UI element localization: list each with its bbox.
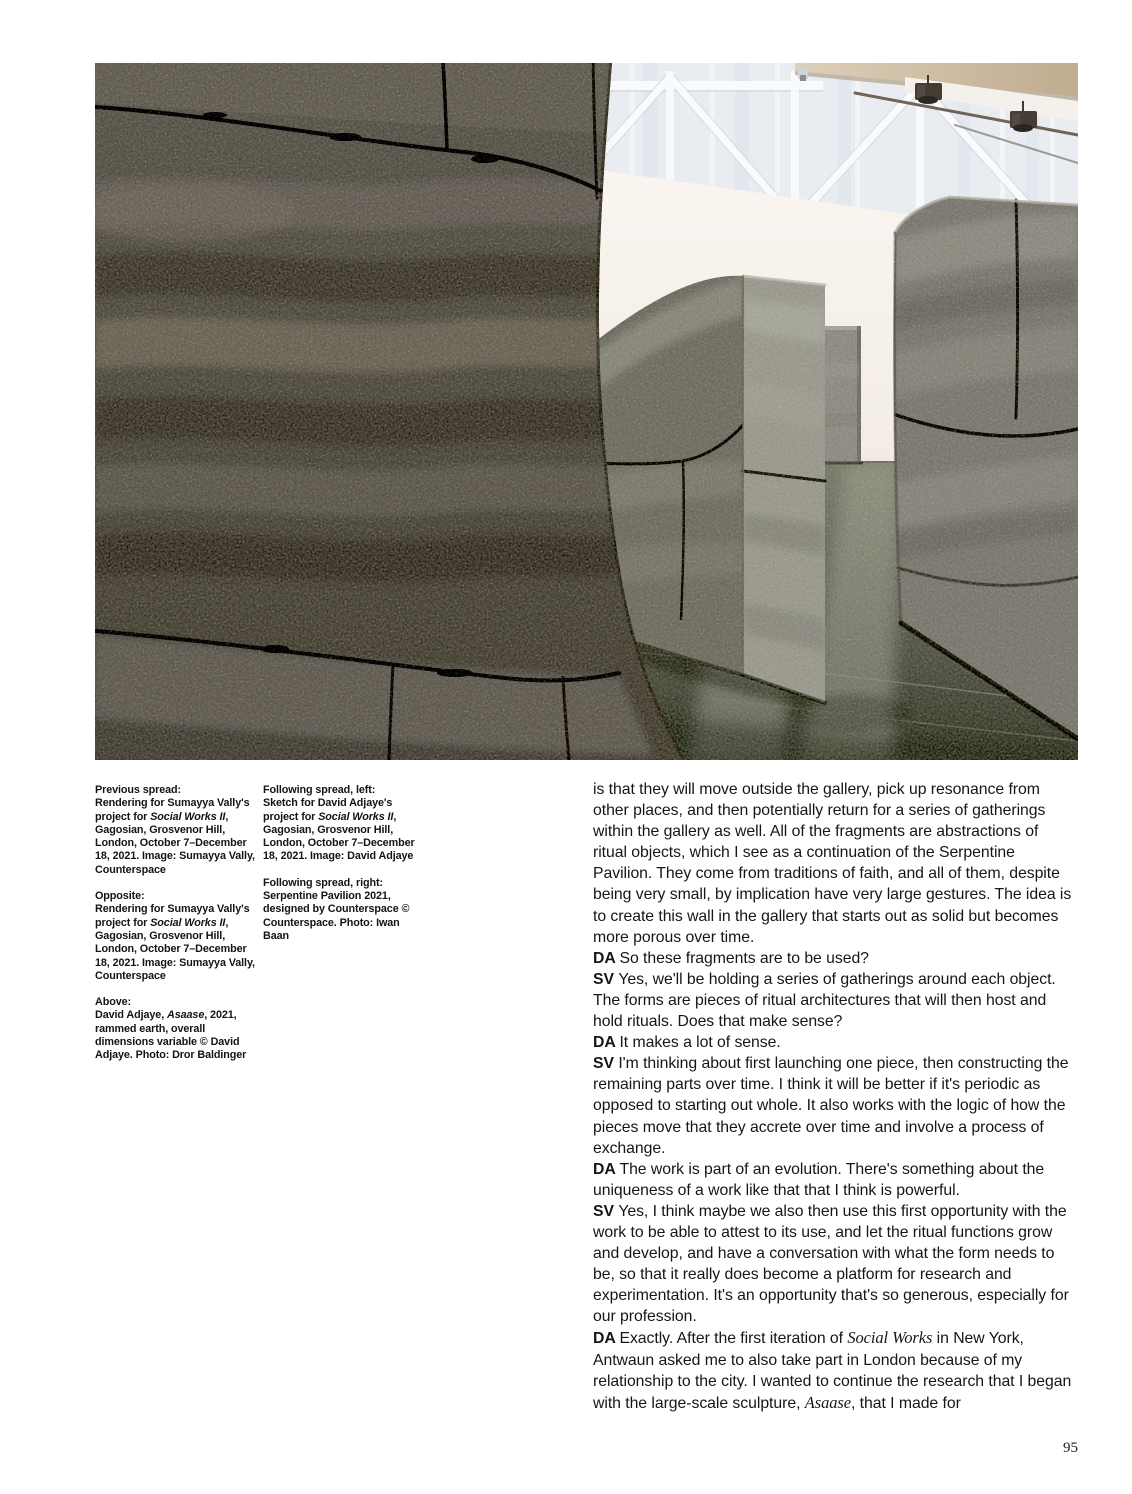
caption-column-right: [263, 784, 423, 956]
interview-turn: DA Exactly. After the first iteration of Social Works in New York, Antwaun asked me to also take part in London because of my relationship to the city. I wanted to continue the research that I began with the large-scale sculpture, Asaase, that I made for: [593, 1328, 1072, 1412]
caption-block: Previous spread: Rendering for Sumayya Vally's project for Social Works II, Gagosian, Grosvenor Hill, London, October 7–December 18, 2021. Image: Sumayya Vally, Counterspace: [95, 784, 255, 876]
installation-photo-rendering: [95, 63, 1078, 760]
interview-turn: DA So these fragments are to be used?: [593, 949, 869, 967]
caption-label: Following spread, left:: [263, 784, 376, 796]
caption-block: Following spread, right: Serpentine Pavilion 2021, designed by Counterspace © Counterspace. Photo: Iwan Baan: [263, 877, 423, 943]
page-number: 95: [1063, 1440, 1078, 1456]
interview-turn: SV Yes, I think maybe we also then use this first opportunity with the work to be able to attest to its use, and let the ritual functions grow and develop, and have a conversation with what the form needs to be, so that it really does become a platform for research and experimentation. It's an opportunity that's so generous, especially for our profession.: [593, 1202, 1069, 1326]
caption-label: Following spread, right:: [263, 876, 383, 889]
interview-text-column: [593, 779, 1073, 1414]
speaker-initials: SV: [593, 970, 619, 988]
interview-turn: SV I'm thinking about first launching one piece, then constructing the remaining parts over time. I think it will be better if it's periodic as opposed to starting out whole. It also works with the logic of how the pieces move that they accrete over time and involve a process of exchange.: [593, 1055, 1069, 1157]
recessed-fixture-icon: [798, 67, 808, 81]
caption-label: Above:: [95, 996, 131, 1009]
speaker-initials: DA: [593, 1160, 620, 1178]
caption-block: Following spread, left: Sketch for David Adjaye's project for Social Works II, Gagosian, Grosvenor Hill, London, October 7–December 18, 2021. Image: David Adjaye: [263, 784, 423, 864]
caption-column-left: [95, 784, 255, 1076]
caption-block: Above: David Adjaye, Asaase, 2021, rammed earth, overall dimensions variable © David Adjaye. Photo: Dror Baldinger: [95, 996, 255, 1062]
speaker-initials: DA: [593, 949, 620, 967]
interview-turn: DA The work is part of an evolution. There's something about the uniqueness of a work like that that I think is powerful.: [593, 1160, 1045, 1199]
middle-wall-side-face: [743, 276, 825, 703]
installation-photo: [95, 63, 1078, 760]
interview-turn: DA It makes a lot of sense.: [593, 1034, 781, 1052]
interview-turn: is that they will move outside the gallery, pick up resonance from other places, and then potentially return for a series of gatherings within the gallery as well. All of the fragments are abstractions of ritual objects, which I see as a continuation of the Serpentine Pavilion. They come from traditions of faith, and all of them, despite being very small, by implication have very large gestures. The idea is to create this wall in the gallery that starts out as solid but becomes more porous over time.: [593, 781, 1072, 946]
speaker-initials: SV: [593, 1202, 619, 1220]
caption-label: Opposite:: [95, 890, 145, 903]
speaker-initials: DA: [593, 1330, 620, 1348]
caption-block: Opposite: Rendering for Sumayya Vally's project for Social Works II, Gagosian, Grosvenor Hill, London, October 7–December 18, 2021. Image: Sumayya Vally, Counterspace: [95, 890, 255, 982]
speaker-initials: DA: [593, 1034, 620, 1052]
speaker-initials: SV: [593, 1055, 619, 1073]
foreground-left-wall: [95, 63, 685, 760]
caption-label: Previous spread:: [95, 784, 182, 796]
interview-turn: SV Yes, we'll be holding a series of gatherings around each object. The forms are pieces of ritual architectures that will then host and hold rituals. Does that make sense?: [593, 970, 1056, 1031]
